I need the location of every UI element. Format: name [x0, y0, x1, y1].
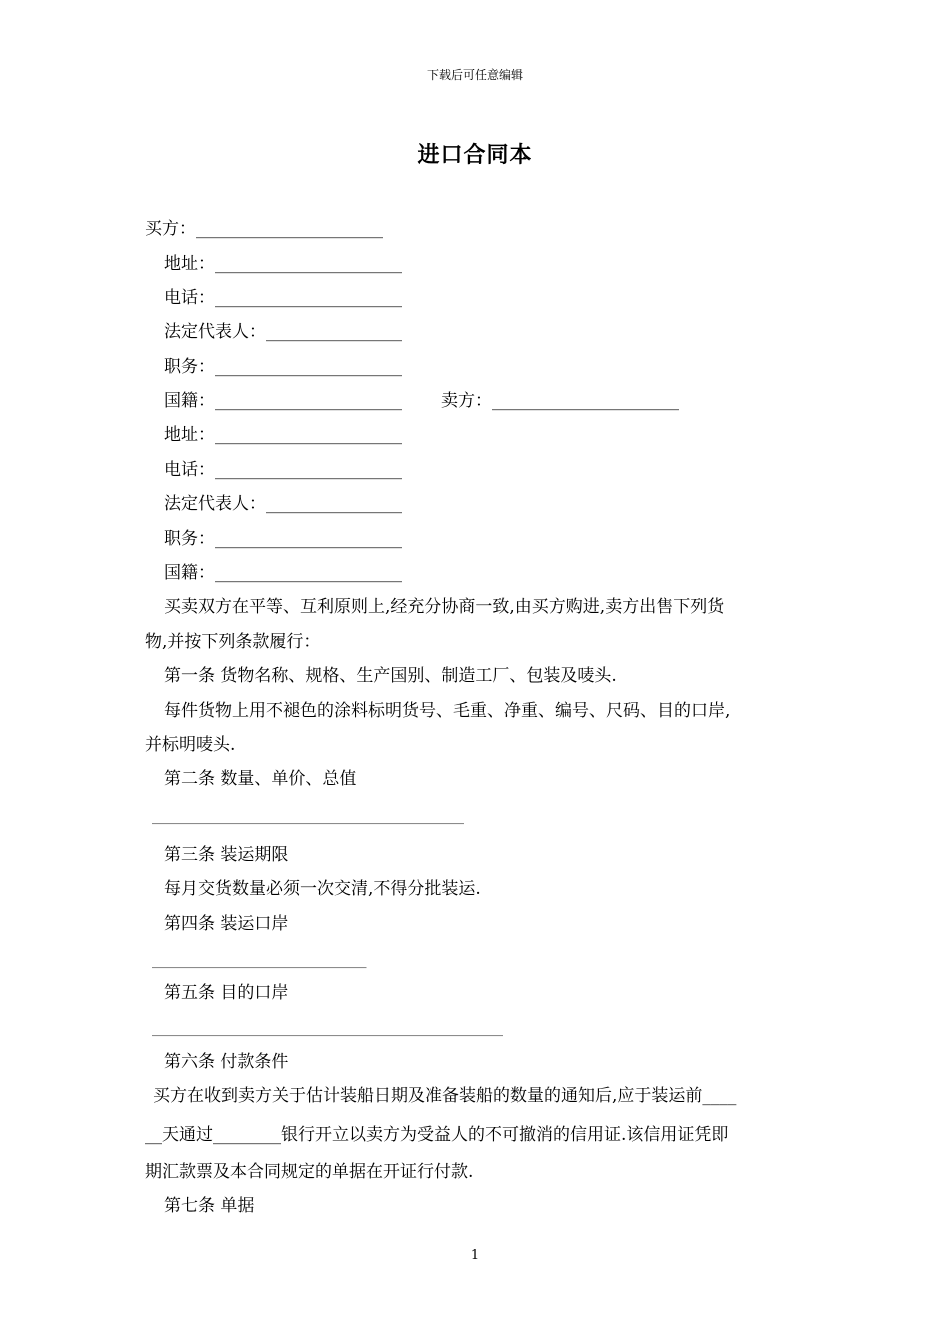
document-title: 进口合同本 [417, 142, 533, 168]
seller-nationality: 国籍：______________________ [164, 563, 402, 583]
seller-position: 职务：______________________ [164, 529, 402, 549]
article-6-line-2: __天通过________银行开立以卖方为受益人的不可撤消的信用证.该信用证凭即 [145, 1125, 729, 1145]
page-header: 下载后可任意编辑 [426, 68, 523, 82]
article-2-heading: 第二条 数量、单价、总值 [164, 769, 357, 789]
article-6-heading: 第六条 付款条件 [164, 1052, 289, 1072]
seller-phone: 电话：______________________ [164, 460, 402, 480]
article-1-line-2: 并标明唛头. [145, 735, 236, 755]
intro-line-1: 买卖双方在平等、互利原则上,经充分协商一致,由买方购进,卖方出售下列货 [164, 597, 725, 617]
article-5-blank: ______________________________________________________ [152, 1022, 503, 1037]
article-4-blank: _________________________________ [152, 954, 367, 969]
article-2-blank: ________________________________________________ [152, 810, 464, 825]
article-1-heading: 第一条 货物名称、规格、生产国别、制造工厂、包装及唛头. [164, 666, 617, 686]
buyer-phone: 电话：______________________ [164, 288, 402, 308]
seller-address: 地址：______________________ [164, 425, 402, 445]
article-4-heading: 第四条 装运口岸 [164, 914, 289, 934]
buyer-position: 职务：______________________ [164, 357, 402, 377]
intro-line-2: 物,并按下列条款履行： [145, 632, 321, 652]
seller-label: 卖方：______________________ [441, 391, 679, 411]
buyer-label: 买方：______________________ [145, 219, 383, 239]
article-6-line-3: 期汇款票及本合同规定的单据在开证行付款. [145, 1162, 474, 1182]
buyer-address: 地址：______________________ [164, 254, 402, 274]
article-3-line-1: 每月交货数量必须一次交清,不得分批装运. [164, 879, 481, 899]
article-1-line-1: 每件货物上用不褪色的涂料标明货号、毛重、净重、编号、尺码、目的口岸, [164, 701, 731, 721]
article-5-heading: 第五条 目的口岸 [164, 983, 289, 1003]
buyer-nationality: 国籍：______________________ [164, 391, 402, 411]
article-7-heading: 第七条 单据 [164, 1196, 255, 1216]
page-number: 1 [470, 1248, 480, 1263]
seller-legal-rep: 法定代表人：________________ [164, 494, 402, 514]
article-3-heading: 第三条 装运期限 [164, 845, 289, 865]
buyer-legal-rep: 法定代表人：________________ [164, 322, 402, 342]
article-6-line-1: 买方在收到卖方关于估计装船日期及准备装船的数量的通知后,应于装运前____ [153, 1086, 737, 1106]
